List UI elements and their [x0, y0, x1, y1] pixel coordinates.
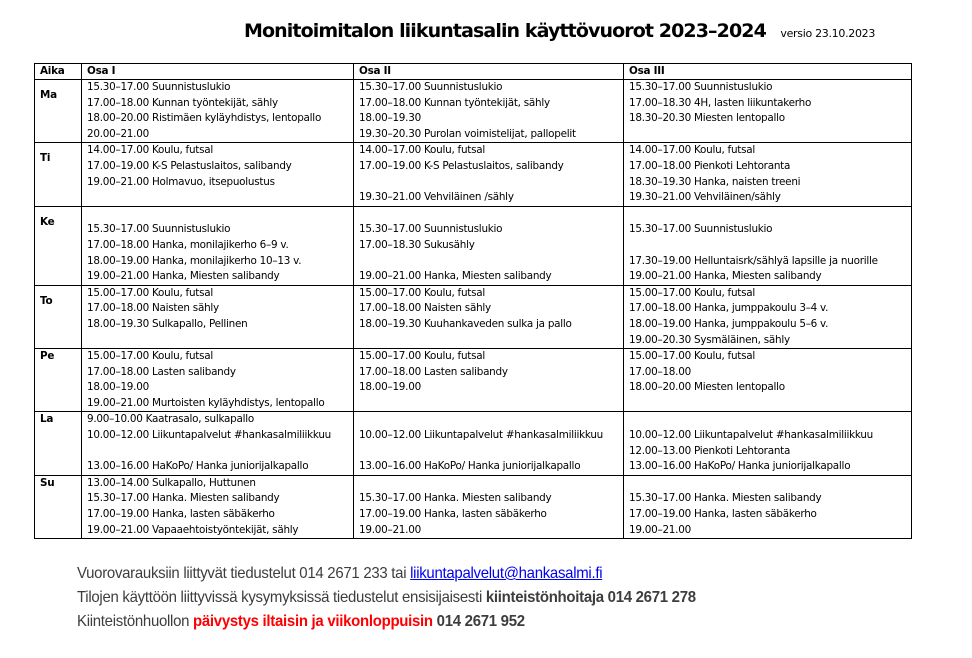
booking-entry: 19.30–21.00 Vehviläinen /sähly [359, 191, 514, 204]
booking-entry: 18.30–20.30 Miesten lentopallo [629, 112, 785, 125]
slot-cell-osa1 [82, 143, 354, 206]
booking-entry: 15.00–17.00 Koulu, futsal [87, 350, 214, 363]
booking-entry: 17.00–18.00 Lasten salibandy [87, 365, 236, 378]
booking-entry: 15.00–17.00 Koulu, futsal [87, 286, 214, 299]
booking-entry: 15.00–17.00 Koulu, futsal [629, 350, 756, 363]
booking-entry: 15.30–17.00 Suunnistuslukio [359, 223, 503, 236]
booking-entry: 17.00–18.00 Kunnan työntekijät, sähly [359, 96, 550, 109]
booking-entry: 15.30–17.00 Hanka. Miesten salibandy [359, 492, 552, 505]
schedule-body [35, 80, 912, 539]
booking-entry: 15.30–17.00 Hanka. Miesten salibandy [87, 492, 280, 505]
on-call-highlight: päivystys iltaisin ja viikonloppuisin [193, 613, 433, 630]
booking-entry [359, 444, 623, 460]
booking-entry: 19.00–21.00 Holmavuo, itsepuolustus [87, 175, 275, 188]
booking-entry [629, 412, 911, 428]
day-label: Ma [40, 89, 57, 101]
slot-cell-osa3 [624, 285, 912, 348]
booking-entry: 18.00–19.00 [87, 381, 149, 394]
booking-entry [629, 207, 911, 223]
booking-entry: 18.00–19.00 [359, 381, 421, 394]
schedule-row-pe [35, 349, 912, 412]
schedule-row-ti [35, 143, 912, 206]
booking-entry: 17.00–18.00 Kunnan työntekijät, sähly [87, 96, 278, 109]
header-aika: Aika [35, 64, 82, 80]
booking-entry: 19.00–20.30 Sysmäläinen, sähly [629, 333, 790, 346]
schedule-row-la [35, 412, 912, 475]
booking-entry: 10.00–12.00 Liikuntapalvelut #hankasalmiliikkuu [359, 429, 604, 442]
booking-entry: 17.00–18.00 Hanka, monilajikerho 6–9 v. [87, 238, 289, 251]
slot-cell-osa1 [82, 80, 354, 143]
booking-entry: 12.00–13.00 Pienkoti Lehtoranta [629, 444, 791, 457]
version-label: versio 23.10.2023 [780, 27, 876, 40]
booking-entry: 17.30–19.00 Helluntaisrk/sählyä lapsille ja nuorille [629, 254, 878, 267]
slot-cell-osa2 [354, 285, 624, 348]
booking-entry: 18.00–20.00 Ristimäen kyläyhdistys, lentopallo [87, 112, 322, 125]
booking-entry: 17.00–18.00 Lasten salibandy [359, 365, 508, 378]
booking-entry: 17.00–18.00 Naisten sähly [359, 302, 491, 315]
booking-entry [629, 396, 911, 412]
booking-entry: 14.00–17.00 Koulu, futsal [629, 144, 756, 157]
document-header [244, 20, 875, 42]
booking-entry [359, 175, 623, 191]
booking-entry [629, 127, 911, 143]
slot-cell-osa3 [624, 412, 912, 475]
slot-cell-osa2 [354, 475, 624, 538]
booking-entry: 19.30–20.30 Purolan voimistelijat, pallopelit [359, 127, 576, 140]
header-osa-3: Osa III [624, 64, 912, 80]
booking-entry [87, 444, 353, 460]
booking-entry: 17.00–18.00 Pienkoti Lehtoranta [629, 159, 791, 172]
booking-entry: 20.00–21.00 [87, 127, 149, 140]
header-osa-2: Osa II [354, 64, 624, 80]
day-label: La [40, 413, 54, 426]
slot-cell-osa3 [624, 143, 912, 206]
booking-entry: 19.00–21.00 Hanka, Miesten salibandy [359, 270, 552, 283]
booking-entry: 17.00–19.00 K-S Pelastuslaitos, salibandy [359, 159, 564, 172]
booking-entry: 18.00–19.30 [359, 112, 421, 125]
booking-entry: 15.00–17.00 Koulu, futsal [629, 286, 756, 299]
booking-entry: 14.00–17.00 Koulu, futsal [359, 144, 486, 157]
booking-entry: 18.00–19.00 Hanka, jumppakoulu 5–6 v. [629, 317, 829, 330]
booking-entry: 17.00–18.30 4H, lasten liikuntakerho [629, 96, 812, 109]
schedule-row-su [35, 475, 912, 538]
booking-entry: 17.00–19.00 Hanka, lasten säbäkerho [359, 508, 547, 521]
facility-contact-line [77, 586, 696, 610]
booking-entry: 15.00–17.00 Koulu, futsal [359, 350, 486, 363]
slot-cell-osa2 [354, 143, 624, 206]
day-cell [35, 80, 82, 143]
booking-entry: 19.00–21.00 Vapaaehtoistyöntekijät, sähly [87, 523, 299, 536]
booking-entry [359, 254, 623, 270]
booking-entry [359, 396, 623, 412]
booking-entry: 15.30–17.00 Hanka. Miesten salibandy [629, 492, 822, 505]
day-cell [35, 285, 82, 348]
booking-entry [629, 476, 911, 492]
day-label: Ti [40, 152, 51, 165]
booking-entry [359, 333, 623, 349]
day-cell [35, 349, 82, 412]
booking-entry: 18.00–20.00 Miesten lentopallo [629, 381, 785, 394]
reservation-contact-text: Vuorovarauksiin liittyvät tiedustelut 014 2671 233 tai [77, 565, 411, 582]
booking-entry: 15.30–17.00 Suunnistuslukio [87, 223, 231, 236]
booking-entry: 18.00–19.30 Kuuhankaveden sulka ja pallo [359, 317, 572, 330]
booking-entry: 15.30–17.00 Suunnistuslukio [359, 81, 503, 93]
booking-entry: 13.00–16.00 HaKoPo/ Hanka juniorijalkapallo [87, 460, 309, 473]
slot-cell-osa3 [624, 349, 912, 412]
booking-entry: 10.00–12.00 Liikuntapalvelut #hankasalmiliikkuu [87, 429, 332, 442]
booking-entry: 13.00–16.00 HaKoPo/ Hanka juniorijalkapallo [359, 460, 581, 473]
email-link[interactable]: liikuntapalvelut@hankasalmi.fi [410, 565, 603, 582]
booking-entry: 17.00–19.00 Hanka, lasten säbäkerho [87, 508, 275, 521]
booking-entry: 19.00–21.00 [629, 523, 691, 536]
slot-cell-osa1 [82, 349, 354, 412]
booking-entry: 19.30–21.00 Vehviläinen/sähly [629, 191, 781, 204]
booking-entry: 9.00–10.00 Kaatrasalo, sulkapallo [87, 413, 255, 426]
day-cell [35, 475, 82, 538]
booking-entry: 19.00–21.00 Hanka, Miesten salibandy [87, 270, 280, 283]
header-osa-1: Osa I [82, 64, 354, 80]
booking-entry: 13.00–14.00 Sulkapallo, Huttunen [87, 476, 256, 489]
booking-entry [87, 207, 353, 223]
booking-entry: 15.30–17.00 Suunnistuslukio [87, 81, 231, 93]
booking-entry [359, 476, 623, 492]
booking-entry [87, 333, 353, 349]
booking-entry: 13.00–16.00 HaKoPo/ Hanka juniorijalkapallo [629, 460, 851, 473]
booking-entry: 18.00–19.30 Sulkapallo, Pellinen [87, 317, 248, 330]
contact-info [77, 562, 696, 634]
booking-entry: 17.00–19.00 K-S Pelastuslaitos, salibandy [87, 159, 292, 172]
day-label: Ke [40, 215, 55, 228]
on-call-phone: 014 2671 952 [432, 613, 525, 630]
schedule-row-to [35, 285, 912, 348]
document-title: Monitoimitalon liikuntasalin käyttövuorot 2023–2024 [244, 20, 766, 42]
day-cell [35, 143, 82, 206]
slot-cell-osa2 [354, 206, 624, 285]
booking-entry: 17.00–18.00 Hanka, jumppakoulu 3–4 v. [629, 302, 829, 315]
booking-entry [87, 190, 353, 206]
booking-entry: 17.00–19.00 Hanka, lasten säbäkerho [629, 508, 817, 521]
booking-entry: 15.00–17.00 Koulu, futsal [359, 286, 486, 299]
booking-entry: 17.00–18.00 [629, 365, 691, 378]
slot-cell-osa1 [82, 206, 354, 285]
day-label: Pe [40, 350, 55, 363]
facility-contact-text: Tilojen käyttöön liittyvissä kysymyksissä tiedustelut ensisijaisesti [77, 589, 486, 606]
day-label: To [40, 294, 53, 307]
booking-entry: 15.30–17.00 Suunnistuslukio [629, 223, 773, 236]
booking-entry: 18.30–19.30 Hanka, naisten treeni [629, 175, 801, 188]
slot-cell-osa1 [82, 285, 354, 348]
caretaker-phone: kiinteistönhoitaja 014 2671 278 [485, 589, 696, 606]
slot-cell-osa1 [82, 412, 354, 475]
reservation-contact-line [77, 562, 696, 586]
booking-entry [359, 412, 623, 428]
schedule-row-ke [35, 206, 912, 285]
booking-entry: 17.00–18.00 Naisten sähly [87, 302, 219, 315]
booking-entry: 17.00–18.30 Sukusähly [359, 238, 475, 251]
table-header-row [35, 64, 912, 80]
booking-entry: 14.00–17.00 Koulu, futsal [87, 144, 214, 157]
booking-entry: 18.00–19.00 Hanka, monilajikerho 10–13 v. [87, 254, 302, 267]
booking-entry [359, 207, 623, 223]
day-cell [35, 206, 82, 285]
slot-cell-osa3 [624, 206, 912, 285]
on-call-line [77, 610, 696, 634]
booking-entry: 10.00–12.00 Liikuntapalvelut #hankasalmiliikkuu [629, 429, 874, 442]
booking-entry: 19.00–21.00 Murtoisten kyläyhdistys, lentopallo [87, 396, 325, 409]
booking-entry [629, 238, 911, 254]
slot-cell-osa3 [624, 475, 912, 538]
day-cell [35, 412, 82, 475]
booking-entry: 19.00–21.00 [359, 523, 421, 536]
booking-entry: 19.00–21.00 Hanka, Miesten salibandy [629, 270, 822, 283]
schedule-table [34, 63, 912, 539]
slot-cell-osa2 [354, 349, 624, 412]
slot-cell-osa2 [354, 80, 624, 143]
day-label: Su [40, 476, 55, 489]
slot-cell-osa3 [624, 80, 912, 143]
slot-cell-osa2 [354, 412, 624, 475]
schedule-row-ma [35, 80, 912, 143]
booking-entry: 15.30–17.00 Suunnistuslukio [629, 81, 773, 93]
on-call-text: Kiinteistönhuollon [77, 613, 194, 630]
slot-cell-osa1 [82, 475, 354, 538]
